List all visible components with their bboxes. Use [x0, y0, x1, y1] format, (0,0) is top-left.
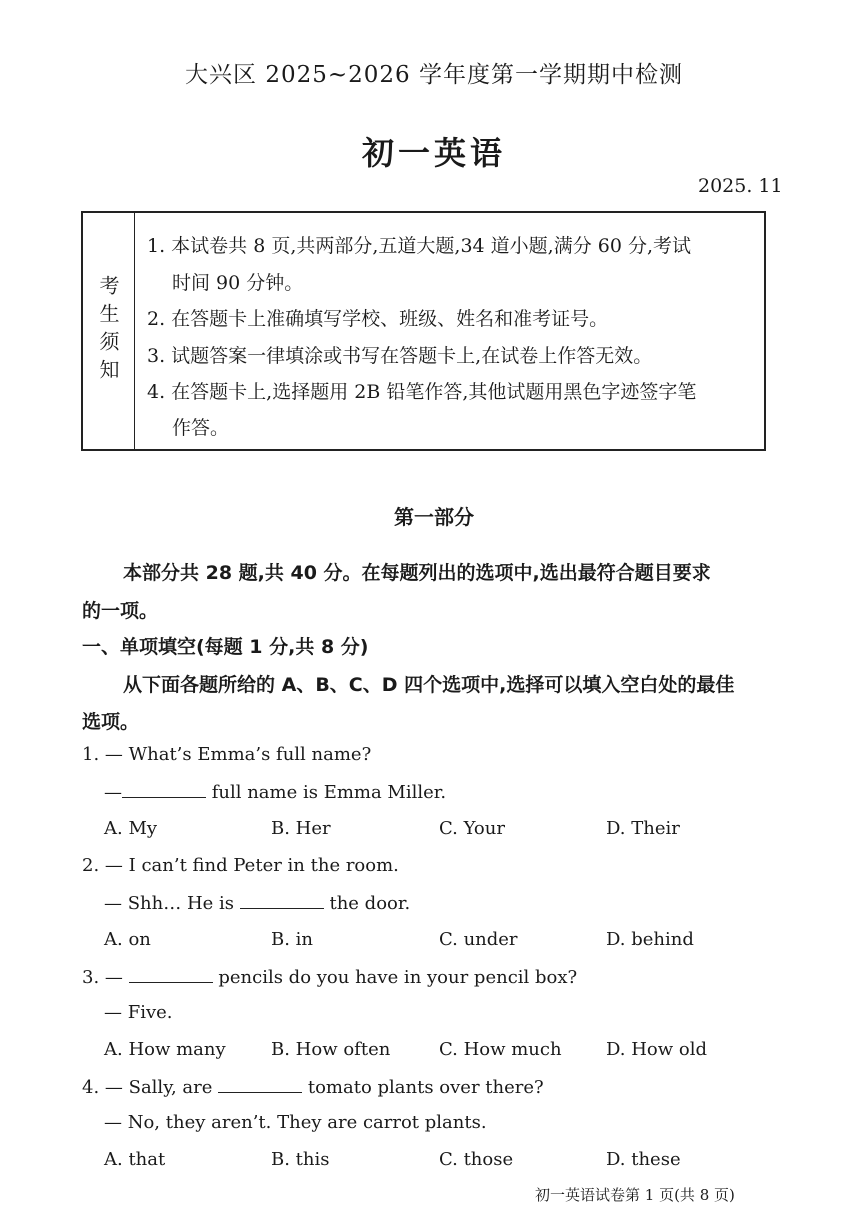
answer-blank [218, 1076, 302, 1093]
part-intro: 的一项。 [82, 600, 159, 622]
question-text: 4. — Sally, are [82, 1077, 219, 1098]
question-stem [82, 1076, 544, 1098]
section-heading: 一、单项填空(每题 1 分,共 8 分) [82, 636, 369, 658]
part-intro: 本部分共 28 题,共 40 分。在每题列出的选项中,选出最符合题目要求 [123, 562, 711, 584]
option-b: B. in [271, 929, 314, 950]
question-text: 3. — [82, 967, 129, 988]
notice-line: 3. 试题答案一律填涂或书写在答题卡上,在试卷上作答无效。 [147, 345, 653, 367]
question-line [104, 892, 410, 914]
question-line: — No, they aren’t. They are carrot plants. [104, 1112, 487, 1133]
option-b: B. Her [271, 818, 331, 839]
question-stem [82, 966, 577, 988]
option-a: A. My [104, 818, 158, 839]
notice-line: 时间 90 分钟。 [172, 272, 304, 294]
exam-date: 2025. 11 [698, 175, 783, 197]
option-d: D. behind [606, 929, 694, 950]
exam-header-title: 大兴区 2025~2026 学年度第一学期期中检测 [185, 62, 683, 88]
option-c: C. Your [439, 818, 505, 839]
notice-line: 作答。 [172, 417, 230, 439]
question-text: — Shh… He is [104, 893, 240, 914]
notice-line: 4. 在答题卡上,选择题用 2B 铅笔作答,其他试题用黑色字迹签字笔 [147, 381, 697, 403]
question-line: — Five. [104, 1002, 173, 1023]
question-line [104, 781, 446, 803]
option-a: A. on [104, 929, 151, 950]
notice-side-label: 考生须知 [96, 275, 120, 387]
page-footer: 初一英语试卷第 1 页(共 8 页) [535, 1186, 735, 1204]
notice-line: 1. 本试卷共 8 页,共两部分,五道大题,34 道小题,满分 60 分,考试 [147, 235, 692, 257]
option-c: C. those [439, 1149, 514, 1170]
option-c: C. How much [439, 1039, 562, 1060]
option-a: A. that [104, 1149, 166, 1170]
answer-blank [122, 781, 206, 798]
notice-line: 2. 在答题卡上准确填写学校、班级、姓名和准考证号。 [147, 308, 609, 330]
option-d: D. these [606, 1149, 681, 1170]
option-d: D. Their [606, 818, 680, 839]
section-instruction: 选项。 [82, 711, 140, 733]
question-text: pencils do you have in your pencil box? [212, 967, 578, 988]
question-text: tomato plants over there? [302, 1077, 544, 1098]
option-b: B. How often [271, 1039, 391, 1060]
question-stem: 1. — What’s Emma’s full name? [82, 744, 372, 765]
candidate-notice-box [81, 211, 766, 451]
answer-blank [240, 892, 324, 909]
answer-blank [129, 966, 213, 983]
question-text: full name is Emma Miller. [206, 782, 447, 803]
question-text: the door. [323, 893, 411, 914]
option-a: A. How many [104, 1039, 226, 1060]
subject-title: 初一英语 [361, 134, 506, 172]
option-c: C. under [439, 929, 518, 950]
question-stem: 2. — I can’t find Peter in the room. [82, 855, 399, 876]
part-title: 第一部分 [394, 505, 474, 529]
dialogue-dash: — [104, 782, 122, 803]
option-b: B. this [271, 1149, 330, 1170]
notice-side-cell [83, 213, 135, 449]
option-d: D. How old [606, 1039, 708, 1060]
section-instruction: 从下面各题所给的 A、B、C、D 四个选项中,选择可以填入空白处的最佳 [123, 674, 735, 696]
